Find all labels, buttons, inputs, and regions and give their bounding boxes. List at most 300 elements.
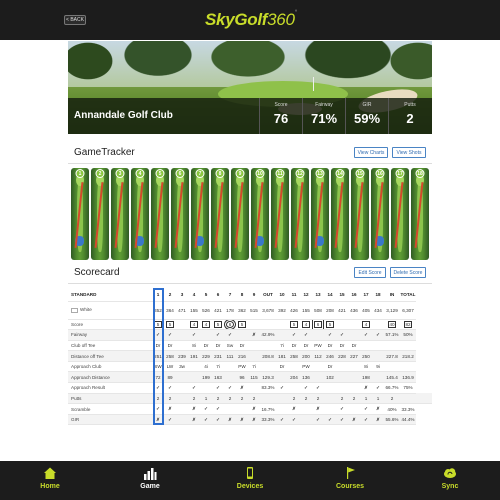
column-header: 9 — [248, 288, 260, 301]
check-icon: ✓ — [372, 330, 384, 341]
table-cell — [188, 361, 200, 372]
stat-value: 2 — [406, 111, 414, 126]
table-cell: PW — [312, 340, 324, 351]
table-cell — [384, 361, 400, 372]
tab-label: Sync — [441, 483, 459, 490]
check-icon: ✓ — [276, 383, 288, 394]
hole-number: 8 — [216, 169, 225, 178]
score-box: 4 — [302, 321, 310, 328]
check-icon: ✓ — [312, 414, 324, 425]
table-cell: 145.4 — [384, 372, 400, 383]
hole-thumbnail[interactable] — [331, 168, 349, 260]
column-header: 14 — [324, 288, 336, 301]
x-icon: ✗ — [248, 404, 260, 415]
yardage-cell: 421 — [212, 301, 224, 319]
tee-name: White — [80, 307, 92, 313]
table-cell: Dr — [300, 340, 312, 351]
table-cell: 136 — [300, 372, 312, 383]
back-button[interactable]: < BACK — [64, 15, 86, 25]
score-cell — [312, 319, 324, 330]
hole-thumbnail[interactable] — [251, 168, 269, 260]
check-icon: ✓ — [152, 330, 164, 341]
table-cell — [276, 330, 288, 341]
x-icon: ✗ — [236, 414, 248, 425]
row-label: Distance off Tee — [68, 351, 152, 362]
table-cell: Dr — [164, 340, 176, 351]
yardage-cell: 362 — [236, 301, 248, 319]
table-cell: 96 — [236, 372, 248, 383]
table-cell: 2 — [236, 393, 248, 404]
table-cell: Dr — [348, 340, 360, 351]
hole-thumbnail[interactable] — [311, 168, 329, 260]
table-cell: 251 — [152, 351, 164, 362]
table-cell: 112 — [312, 351, 324, 362]
table-header-row — [68, 288, 432, 301]
table-cell: 42.9% — [260, 330, 276, 341]
row-label: Approach Result — [68, 383, 152, 394]
table-cell — [400, 361, 416, 372]
table-cell: 216 — [236, 351, 248, 362]
round-summary-bar — [68, 98, 432, 134]
hole-number: 18 — [417, 170, 423, 177]
table-cell — [176, 340, 188, 351]
score-box: 4 — [202, 321, 210, 328]
hole-thumbnail[interactable] — [171, 168, 189, 260]
table-cell: 111 — [224, 351, 236, 362]
table-cell — [324, 383, 336, 394]
yardage-cell: 155 — [188, 301, 200, 319]
column-header: 12 — [300, 288, 312, 301]
tab-devices[interactable] — [200, 461, 300, 500]
column-header: 15 — [336, 288, 348, 301]
stat-label: Putts — [404, 102, 416, 108]
table-cell: Dr — [324, 340, 336, 351]
score-cell — [212, 319, 224, 330]
table-cell: Dr — [152, 340, 164, 351]
score-cell — [224, 319, 236, 330]
table-row — [68, 361, 432, 372]
column-header: TOTAL — [400, 288, 416, 301]
hole-number: 2 — [96, 169, 105, 178]
table-cell — [336, 372, 348, 383]
score-cell — [176, 319, 188, 330]
table-cell — [176, 404, 188, 415]
table-cell: 227 — [348, 351, 360, 362]
table-cell: 8i — [360, 361, 372, 372]
table-cell: 2 — [336, 393, 348, 404]
check-icon: ✓ — [224, 383, 236, 394]
table-cell: Dr — [236, 340, 248, 351]
top-bar — [0, 0, 500, 40]
score-box: 40 — [389, 321, 395, 327]
hole-number: 3 — [116, 169, 125, 178]
table-cell — [360, 340, 372, 351]
table-cell: Dr — [336, 340, 348, 351]
column-header: 13 — [312, 288, 324, 301]
score-box: 5 — [238, 321, 246, 328]
table-cell — [348, 361, 360, 372]
x-icon: ✗ — [248, 330, 260, 341]
table-cell — [324, 393, 336, 404]
tab-courses[interactable] — [300, 461, 400, 500]
yardage-cell: 426 — [288, 301, 300, 319]
table-cell — [248, 383, 260, 394]
table-cell: 2 — [188, 393, 200, 404]
table-cell: 258 — [164, 351, 176, 362]
check-icon: ✓ — [312, 383, 324, 394]
table-cell: 89 — [164, 372, 176, 383]
stat-value: 59% — [353, 111, 381, 126]
hole-thumbnail[interactable] — [371, 168, 389, 260]
score-box: 5 — [214, 321, 222, 328]
score-cell — [288, 319, 300, 330]
yardage-cell: 208 — [324, 301, 336, 319]
home-icon — [43, 466, 57, 480]
score-cell — [188, 319, 200, 330]
hole-strip — [68, 168, 432, 260]
hole-number: 10 — [257, 170, 263, 177]
table-cell — [336, 383, 348, 394]
check-icon: ✓ — [164, 414, 176, 425]
table-cell — [200, 383, 212, 394]
scorecard — [68, 288, 432, 425]
x-icon: ✗ — [372, 414, 384, 425]
table-cell: 129.3 — [260, 372, 276, 383]
yardage-cell: 178 — [224, 301, 236, 319]
hole-thumbnail[interactable] — [411, 168, 429, 260]
column-header: 3 — [176, 288, 188, 301]
hole-number: 5 — [156, 169, 165, 178]
score-cell — [276, 319, 288, 330]
table-cell — [176, 330, 188, 341]
stat-label: Score — [274, 102, 288, 108]
x-icon: ✗ — [224, 414, 236, 425]
x-icon: ✗ — [188, 414, 200, 425]
table-cell: 231 — [212, 351, 224, 362]
score-box: 4 — [190, 321, 198, 328]
hole-thumbnail[interactable] — [351, 168, 369, 260]
table-cell — [176, 383, 188, 394]
check-icon: ✓ — [200, 414, 212, 425]
yardage-cell: 405 — [360, 301, 372, 319]
table-cell — [348, 404, 360, 415]
table-cell: 102 — [324, 372, 336, 383]
yardage-cell: 508 — [312, 301, 324, 319]
hole-number: 11 — [277, 170, 283, 177]
table-cell: 2 — [300, 393, 312, 404]
score-cell — [152, 319, 164, 330]
hole-thumbnail[interactable] — [391, 168, 409, 260]
hole-thumbnail[interactable] — [211, 168, 229, 260]
table-cell: Dr — [324, 361, 336, 372]
table-cell: 204 — [288, 372, 300, 383]
hole-thumbnail[interactable] — [111, 168, 129, 260]
stat-value: 76 — [273, 111, 289, 126]
hole-number: 16 — [377, 170, 383, 177]
table-cell — [276, 404, 288, 415]
yardage-cell: 421 — [336, 301, 348, 319]
check-icon: ✓ — [300, 383, 312, 394]
bar-chart-icon — [143, 466, 157, 480]
flag-pin-icon — [313, 77, 314, 91]
table-cell: 115 — [248, 372, 260, 383]
hole-number: 4 — [136, 169, 145, 178]
table-cell — [372, 372, 384, 383]
table-row — [68, 330, 432, 341]
table-cell — [176, 414, 188, 425]
table-cell — [236, 404, 248, 415]
check-icon: ✓ — [360, 330, 372, 341]
table-cell — [224, 404, 236, 415]
tab-sync[interactable] — [400, 461, 500, 500]
table-cell — [176, 372, 188, 383]
hole-thumbnail[interactable] — [131, 168, 149, 260]
row-label: Score — [68, 319, 152, 330]
table-cell — [372, 340, 384, 351]
yardage-cell: 364 — [164, 301, 176, 319]
view-charts-button[interactable]: View Charts — [354, 147, 388, 158]
table-cell: 163 — [212, 372, 224, 383]
row-label: Fairway — [68, 330, 152, 341]
column-header: 4 — [188, 288, 200, 301]
table-cell: 2 — [224, 393, 236, 404]
yardage-cell: 515 — [248, 301, 260, 319]
score-box: 5 — [154, 321, 162, 328]
column-header: 7 — [224, 288, 236, 301]
hole-thumbnail[interactable] — [151, 168, 169, 260]
check-icon: ✓ — [324, 330, 336, 341]
table-cell: 2 — [164, 393, 176, 404]
table-cell: 2 — [288, 393, 300, 404]
check-icon: ✓ — [288, 330, 300, 341]
scorecard-table — [68, 288, 432, 425]
score-box: 5 — [166, 321, 174, 328]
stat-fairway — [302, 98, 345, 134]
row-label: Scramble — [68, 404, 152, 415]
table-cell: 2 — [152, 393, 164, 404]
table-cell: 83.3% — [260, 383, 276, 394]
cloud-sync-icon — [443, 466, 457, 480]
hole-thumbnail[interactable] — [191, 168, 209, 260]
score-cell — [336, 319, 348, 330]
x-icon: ✗ — [288, 404, 300, 415]
check-icon: ✓ — [212, 414, 224, 425]
table-cell: 208.8 — [260, 351, 276, 362]
hole-number: 7 — [196, 169, 205, 178]
table-cell — [312, 361, 324, 372]
column-header: 8 — [236, 288, 248, 301]
table-cell: 1 — [372, 393, 384, 404]
column-header: 10 — [276, 288, 288, 301]
table-cell — [336, 361, 348, 372]
table-cell: 200 — [300, 351, 312, 362]
table-cell — [416, 393, 432, 404]
yardage-cell: 155 — [300, 301, 312, 319]
table-cell: 7i — [276, 340, 288, 351]
table-cell: 9i — [372, 361, 384, 372]
x-icon: ✗ — [164, 404, 176, 415]
gametracker-title: GameTracker — [74, 147, 135, 158]
stat-score — [259, 98, 302, 134]
check-icon: ✓ — [188, 330, 200, 341]
hole-number: 12 — [297, 170, 303, 177]
table-cell: 8i — [188, 340, 200, 351]
table-cell: SW — [152, 361, 164, 372]
hole-thumbnail[interactable] — [291, 168, 309, 260]
table-cell: PW — [236, 361, 248, 372]
phone-icon — [243, 466, 257, 480]
table-cell: 1 — [360, 393, 372, 404]
delete-score-button[interactable]: Delete Score — [390, 267, 426, 278]
yardage-cell: 471 — [176, 301, 188, 319]
table-cell — [348, 330, 360, 341]
tab-game[interactable] — [100, 461, 200, 500]
score-cell — [260, 319, 276, 330]
hole-number: 6 — [176, 169, 185, 178]
table-cell: 191 — [188, 351, 200, 362]
table-cell: Dr — [288, 340, 300, 351]
score-box: 6 — [314, 321, 322, 328]
hole-thumbnail[interactable] — [271, 168, 289, 260]
table-cell: 2 — [248, 393, 260, 404]
table-cell — [372, 351, 384, 362]
x-icon: ✗ — [236, 383, 248, 394]
yardage-cell: 392 — [276, 301, 288, 319]
score-cell — [248, 319, 260, 330]
table-cell: Dr — [212, 340, 224, 351]
hole-thumbnail[interactable] — [231, 168, 249, 260]
score-cell — [348, 319, 360, 330]
table-cell: 199 — [200, 372, 212, 383]
table-cell — [348, 383, 360, 394]
row-label: Approach Club — [68, 361, 152, 372]
check-icon: ✓ — [336, 404, 348, 415]
check-icon: ✓ — [164, 330, 176, 341]
check-icon: ✓ — [188, 383, 200, 394]
column-header: IN — [384, 288, 400, 301]
x-icon: ✗ — [360, 383, 372, 394]
tee-row — [68, 301, 432, 319]
yardage-cell: 526 — [200, 301, 212, 319]
table-cell: 40% — [384, 404, 400, 415]
score-box: 5 — [290, 321, 298, 328]
check-icon: ✓ — [324, 414, 336, 425]
tab-label: Home — [40, 483, 60, 490]
table-cell: 218.2 — [400, 351, 416, 362]
check-icon: ✓ — [360, 404, 372, 415]
column-header: 1 — [152, 288, 164, 301]
check-icon: ✓ — [212, 330, 224, 341]
x-icon: ✗ — [348, 414, 360, 425]
table-cell: 136.9 — [400, 372, 416, 383]
table-cell — [224, 361, 236, 372]
table-cell — [188, 372, 200, 383]
table-cell — [260, 340, 276, 351]
table-cell: 66.7% — [384, 383, 400, 394]
table-cell: 2 — [212, 393, 224, 404]
table-cell: 50% — [400, 330, 416, 341]
table-row — [68, 404, 432, 415]
table-cell — [312, 330, 324, 341]
table-cell: PW — [300, 361, 312, 372]
x-icon: ✗ — [312, 404, 324, 415]
check-icon: ✓ — [164, 383, 176, 394]
table-cell — [400, 340, 416, 351]
check-icon: ✓ — [212, 383, 224, 394]
row-label: Approach Distance — [68, 372, 152, 383]
check-icon: ✓ — [200, 404, 212, 415]
hole-thumbnail[interactable] — [91, 168, 109, 260]
column-header: 18 — [372, 288, 384, 301]
score-box: 5 — [326, 321, 334, 328]
yardage-cell: 6,307 — [400, 301, 416, 319]
table-cell: 1 — [200, 393, 212, 404]
edit-score-button[interactable]: Edit Score — [354, 267, 386, 278]
table-cell: 57.1% — [384, 330, 400, 341]
row-label: Club off Tee — [68, 340, 152, 351]
table-cell — [384, 340, 400, 351]
score-cell — [384, 319, 400, 330]
column-header: STANDARD — [68, 288, 152, 301]
score-box: 4 — [362, 321, 370, 328]
table-cell: 2 — [312, 393, 324, 404]
scorecard-header — [68, 262, 432, 284]
table-cell — [288, 361, 300, 372]
table-cell — [348, 372, 360, 383]
yardage-cell: 3,129 — [384, 301, 400, 319]
column-header: 11 — [288, 288, 300, 301]
table-cell — [312, 372, 324, 383]
column-header: 6 — [212, 288, 224, 301]
table-row — [68, 372, 432, 383]
course-name: Annandale Golf Club — [74, 110, 173, 121]
check-icon: ✓ — [360, 414, 372, 425]
table-cell: 75% — [400, 383, 416, 394]
score-cell — [200, 319, 212, 330]
table-cell: 7i — [248, 361, 260, 372]
table-cell: Dr — [200, 340, 212, 351]
table-cell — [224, 372, 236, 383]
check-icon: ✓ — [152, 383, 164, 394]
table-cell: 228 — [336, 351, 348, 362]
table-row — [68, 383, 432, 394]
table-cell: 227.8 — [384, 351, 400, 362]
table-cell: 55.6% — [384, 414, 400, 425]
tab-home[interactable] — [0, 461, 100, 500]
table-cell — [288, 383, 300, 394]
score-cell — [360, 319, 372, 330]
yardage-cell: 352 — [152, 301, 164, 319]
check-icon: ✓ — [288, 414, 300, 425]
table-cell — [400, 393, 416, 404]
score-box: 82 — [405, 321, 411, 327]
tab-label: Game — [140, 483, 160, 490]
score-cell — [164, 319, 176, 330]
stat-value: 71% — [310, 111, 338, 126]
row-label: Putts — [68, 393, 152, 404]
view-shots-button[interactable]: View Shots — [392, 147, 426, 158]
score-cell — [372, 319, 384, 330]
tee-name-cell — [68, 301, 152, 319]
check-icon: ✓ — [300, 330, 312, 341]
table-cell — [276, 393, 288, 404]
score-cell — [236, 319, 248, 330]
yardage-cell: 436 — [348, 301, 360, 319]
x-icon: ✗ — [372, 404, 384, 415]
column-header: 2 — [164, 288, 176, 301]
hole-thumbnail[interactable] — [71, 168, 89, 260]
hole-number: 13 — [317, 170, 323, 177]
